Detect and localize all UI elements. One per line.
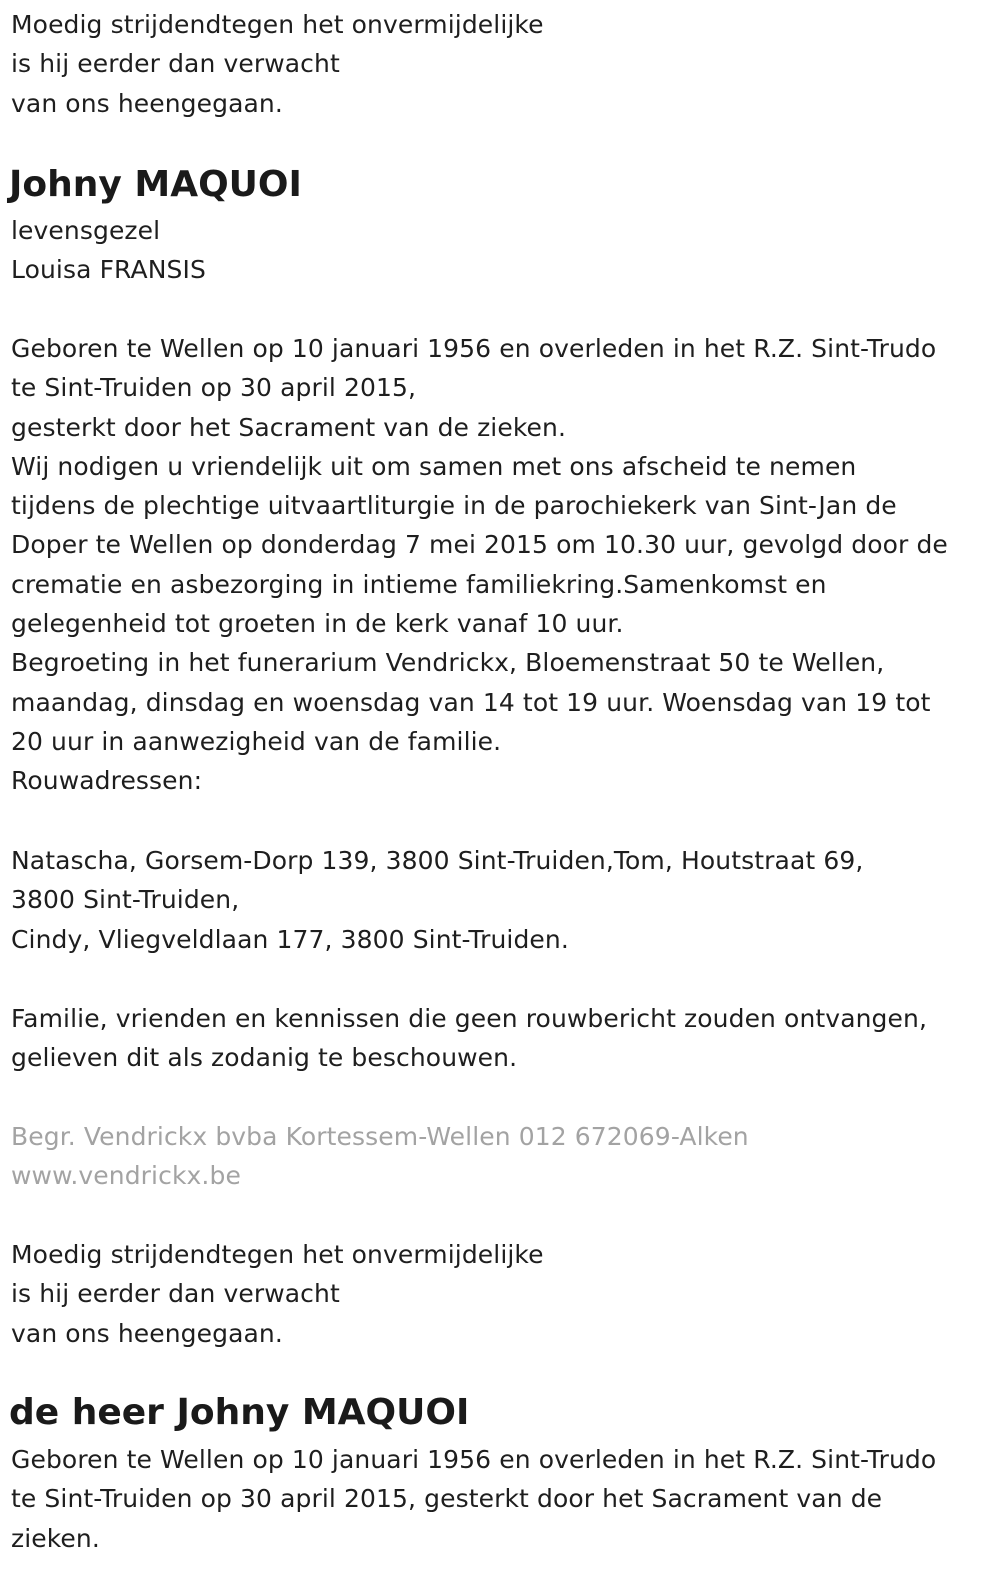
body-line: Geboren te Wellen op 10 januari 1956 en overleden in het R.Z. Sint-Trudo [11, 1445, 937, 1474]
address-line: Cindy, Vliegveldlaan 177, 3800 Sint-Truiden. [11, 924, 569, 954]
body-line: tijdens de plechtige uitvaartliturgie in de parochiekerk van Sint-Jan de [11, 491, 897, 521]
intro-line: van ons heengegaan. [11, 1318, 283, 1348]
body-line: Rouwadressen: [11, 766, 203, 796]
body-line: Wij nodigen u vriendelijk uit om samen met ons afscheid te nemen [11, 451, 857, 481]
notice2-body [11, 1440, 936, 1558]
closing-note [11, 999, 927, 1078]
notice2-intro [11, 1235, 544, 1353]
intro-line: is hij eerder dan verwacht [11, 1279, 340, 1309]
body-line: maandag, dinsdag en woensdag van 14 tot 19 uur. Woensdag van 19 tot [11, 687, 931, 717]
body-line: Doper te Wellen op donderdag 7 mei 2015 om 10.30 uur, gevolgd door de [11, 530, 948, 560]
funeral-home-website: www.vendrickx.be [11, 1161, 241, 1191]
body-line: te Sint-Truiden op 30 april 2015, [11, 373, 417, 403]
closing-line: gelieven dit als zodanig te beschouwen. [11, 1043, 518, 1073]
funeral-home-line: Begr. Vendrickx bvba Kortessem-Wellen 012 672069-Alken [11, 1122, 749, 1151]
notice1-body [11, 329, 948, 801]
notice1-intro [11, 5, 544, 123]
body-line: 20 uur in aanwezigheid van de familie. [11, 726, 502, 756]
address-line: Natascha, Gorsem-Dorp 139, 3800 Sint-Truiden,Tom, Houtstraat 69, [11, 846, 864, 875]
body-line: zieken. [11, 1523, 100, 1553]
closing-line: Familie, vrienden en kennissen die geen rouwbericht zouden ontvangen, [11, 1004, 927, 1033]
partner-block [11, 211, 206, 290]
address-line: 3800 Sint-Truiden, [11, 885, 240, 915]
body-line: te Sint-Truiden op 30 april 2015, gesterkt door het Sacrament van de [11, 1484, 883, 1514]
funeral-home-info [11, 1117, 749, 1196]
mourning-addresses [11, 841, 863, 959]
intro-line: Moedig strijdendtegen het onvermijdelijke [11, 10, 544, 39]
body-line: gesterkt door het Sacrament van de zieken. [11, 412, 566, 442]
body-line: crematie en asbezorging in intieme familiekring.Samenkomst en [11, 569, 827, 599]
intro-line: Moedig strijdendtegen het onvermijdelijke [11, 1240, 544, 1269]
body-line: Begroeting in het funerarium Vendrickx, Bloemenstraat 50 te Wellen, [11, 648, 885, 678]
intro-line: van ons heengegaan. [11, 88, 283, 118]
intro-line: is hij eerder dan verwacht [11, 49, 340, 79]
deceased-name-formal: de heer Johny MAQUOI [9, 1392, 470, 1433]
partner-name: Louisa FRANSIS [11, 255, 206, 285]
body-line: gelegenheid tot groeten in de kerk vanaf 10 uur. [11, 609, 624, 639]
partner-role: levensgezel [11, 216, 161, 245]
deceased-name: Johny MAQUOI [9, 164, 302, 205]
body-line: Geboren te Wellen op 10 januari 1956 en overleden in het R.Z. Sint-Trudo [11, 334, 937, 363]
